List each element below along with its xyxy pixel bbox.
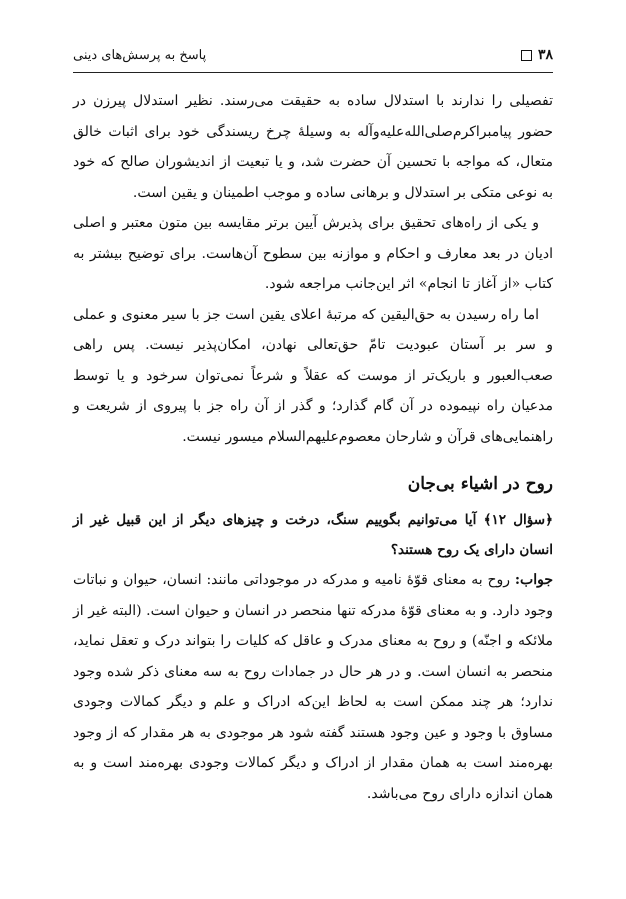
question-text: ﴿سؤال ۱۲﴾ آیا می‌توانیم بگوییم سنگ، درخت و چیزهای دیگر از این قبیل غیر از انسان دارای یک روح هستند؟ [73, 512, 553, 558]
page-header [73, 42, 553, 68]
paragraph-1: تفصیلی را ندارند با استدلال ساده به حقیقت می‌رسند. نظیر استدلال پیرزن در حضور پیامبراکرم‌صلی‌الله‌علیه‌وآله به وسیلهٔ چرخ ریسندگی خود برای اثبات خالق متعال، که مواجه با تحسین آن حضرت شد، و یا تبعیت از اندیشوران صالح که خود به نوعی متکی بر استدلال و برهانی ساده و موجب اطمینان و یقین است. [73, 93, 553, 201]
page-body [73, 86, 553, 809]
paragraph-2: و یکی از راه‌های تحقیق برای پذیرش آیین برتر مقایسه بین متون معتبر و اصلی ادیان در بعد معارف و احکام و موازنه بین سطوح آن‌هاست. برای توضیح بیشتر به کتاب «از آغاز تا انجام» اثر این‌جانب مراجعه شود. [73, 215, 553, 292]
answer-paragraph [73, 565, 553, 809]
paragraph-3: اما راه رسیدن به حق‌الیقین که مرتبهٔ اعلای یقین است جز با سیر معنوی و عملی و سر بر آستان عبودیت تامّ حق‌تعالی نهادن، امکان‌پذیر نیست. پس راهی صعب‌العبور و باریک‌تر از موست که عقلاً و شرعاً نمی‌توان سرخود و یا توسط مدعیان راه نپیموده در آن گام گذارد؛ و گذر از آن راه جز با پیروی از شریعت و راهنمایی‌های قرآن و شارحان معصوم‌علیهم‌السلام میسور نیست. [73, 306, 553, 445]
page-number-group [521, 47, 553, 63]
running-title: پاسخ به پرسش‌های دینی [73, 47, 207, 63]
header-divider [73, 72, 553, 73]
answer-label: جواب: [514, 572, 553, 588]
answer-text: روح به معنای قوّهٔ نامیه و مدرکه در موجوداتی مانند: انسان، حیوان و نباتات وجود دارد. و به معنای قوّهٔ مدرکه تنها منحصر در انسان و حیوان است. (البته غیر از ملائکه و اجنّه) و روح به معنای مدرک و عاقل که کلیات را بتواند درک و تعقل نماید، منحصر به انسان است. و در هر حال در جمادات روح به سه معنای ذکر شده وجود ندارد؛ هر چند ممکن است به لحاظ این‌که ادراک و علم و دیگر کمالات وجودی مساوق با وجود و عین وجود هستند گفته شود هر موجودی به هر مقدار که از وجود بهره‌مند است به همان مقدار از ادراک و دیگر کمالات وجودی بهره‌مند است و به همان اندازه دارای روح می‌باشد. [73, 572, 553, 802]
page-number: ۳۸ [537, 47, 553, 63]
square-outline-icon [521, 50, 532, 61]
section-heading: روح در اشیاء بی‌جان [407, 474, 553, 494]
